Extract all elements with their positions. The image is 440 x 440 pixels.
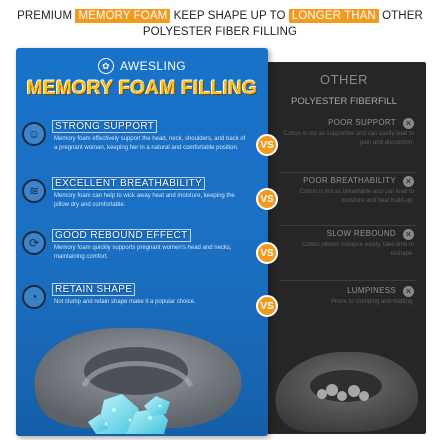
vs-badge: VS (256, 188, 278, 210)
brand-name: AWESLING (119, 59, 187, 73)
brand-logo-icon: ✿ (98, 58, 114, 74)
x-mark-icon: ✕ (403, 229, 414, 240)
headline-text-2: KEEP SHAPE UP TO (170, 10, 289, 22)
x-mark-icon: ✕ (403, 176, 414, 187)
other-feature-description: Cotton is not as supportive and can easily lead to pain and discomfort. (283, 131, 414, 146)
vs-badge: VS (256, 242, 278, 264)
other-feature-slow-rebound (282, 229, 416, 258)
retain-shape-icon: ◔ (22, 285, 46, 309)
divider (280, 172, 416, 173)
feature-description: Memory foam quickly supports pregnant women's head and necks, maintaining comfort. (54, 245, 232, 260)
feature-heading: GOOD REBOUND EFFECT (52, 229, 191, 242)
headline-text-3: OTHER (378, 10, 423, 22)
memory-foam-title: MEMORY FOAM FILLING (26, 78, 258, 99)
other-feature-description: Prone to clumping and matting. (330, 299, 414, 305)
feature-heading: EXCELLENT BREATHABILITY (52, 177, 205, 190)
other-feature-heading: POOR BREATHABILITY (303, 176, 396, 185)
other-subtitle: POLYESTER FIBERFILL (291, 96, 397, 107)
other-feature-poor-breathability (282, 176, 416, 205)
brand-row (16, 58, 268, 74)
fiberfill-pillow-image (268, 336, 426, 434)
divider (280, 280, 416, 281)
vs-badge: VS (256, 134, 278, 156)
headline (0, 8, 440, 40)
rebound-icon: ⟳ (22, 231, 46, 255)
other-feature-heading: POOR SUPPORT (328, 118, 396, 127)
feature-description: Not clump and retain shape make it a popular choice. (54, 299, 196, 305)
other-feature-description: Cotton is not as breathable and can lead to moisture and heat build-up. (299, 189, 414, 204)
highlight-longer-than: LONGER THAN (289, 9, 379, 23)
x-mark-icon: ✕ (403, 118, 414, 129)
feature-description: Memory foam can help to wick away heat and moisture, keeping the pillow dry and comfortable. (54, 193, 235, 208)
feature-description: Memory foam effectively support the head, neck, shoulders, and back of a pregnant woman, keeping her in a natural and comfortable position. (54, 136, 246, 151)
headline-line-2: POLYESTER FIBER FILLING (142, 26, 298, 38)
other-feature-poor-support (282, 118, 416, 147)
other-feature-description: Cotton pillows collapse easily, take time to reshape. (302, 242, 414, 257)
feature-heading: RETAIN SHAPE (52, 283, 135, 296)
headline-text-1: PREMIUM (17, 10, 76, 22)
face-support-icon: ☺ (22, 122, 46, 146)
highlight-memory-foam: MEMORY FOAM (75, 9, 170, 23)
feature-heading: STRONG SUPPORT (52, 120, 157, 133)
memory-foam-pillow-image (26, 316, 266, 434)
vs-badge: VS (256, 295, 278, 317)
other-feature-heading: SLOW REBOUND (326, 229, 396, 238)
other-feature-heading: LUMPINESS (347, 286, 396, 295)
divider (280, 225, 416, 226)
other-feature-lumpiness (282, 286, 416, 307)
other-title: OTHER (320, 72, 368, 87)
air-flow-icon: ≋ (22, 179, 46, 203)
x-mark-icon: ✕ (403, 286, 414, 297)
